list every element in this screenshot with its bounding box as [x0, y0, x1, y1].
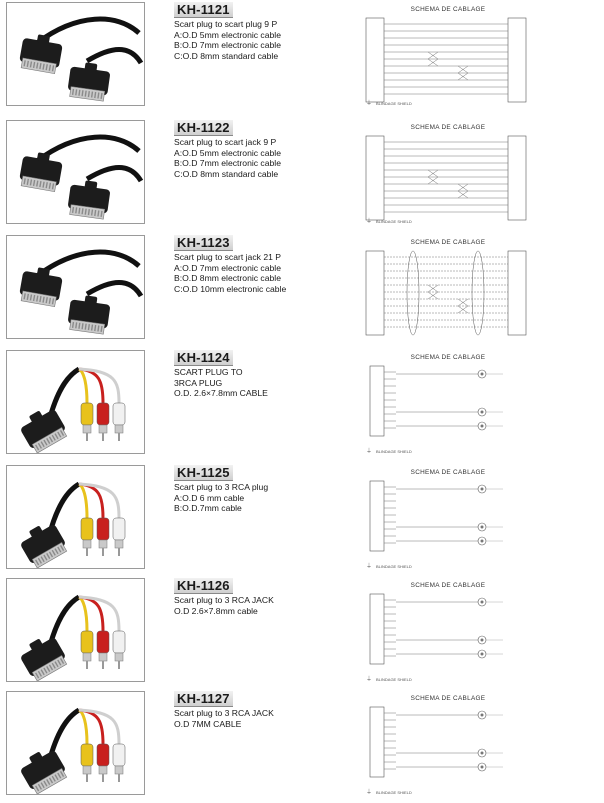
- wiring-diagram: [358, 233, 558, 343]
- diagram-title: SCHEMA DE CABLAGE: [410, 239, 486, 246]
- spec-line: A:O.D 7mm electronic cable: [174, 262, 281, 273]
- scart-pin-block-left: [366, 18, 384, 102]
- product-specs: [174, 482, 268, 514]
- diagram-title: SCHEMA DE CABLAGE: [410, 582, 486, 589]
- scart-pin-block-left: [366, 136, 384, 220]
- diagram-title: SCHEMA DE CABLAGE: [410, 469, 486, 476]
- product-code: KH-1125: [174, 465, 233, 481]
- wiring-diagram: [358, 0, 558, 110]
- scart-pin-block-right: [508, 18, 526, 102]
- product-code: KH-1123: [174, 235, 233, 251]
- diagram-note: BLINDAGE SHIELD: [376, 564, 412, 569]
- spec-line: O.D. 2.6×7.8mm CABLE: [174, 388, 268, 399]
- product-code: KH-1122: [174, 120, 233, 136]
- ground-icon: ⏚: [366, 449, 373, 455]
- rca-connector-image: [97, 744, 109, 766]
- diagram-title: SCHEMA DE CABLAGE: [410, 124, 486, 131]
- product-photo: [6, 691, 145, 795]
- diagram-title: SCHEMA DE CABLAGE: [410, 6, 486, 13]
- wiring-diagram: [358, 348, 558, 458]
- product-code: KH-1121: [174, 2, 233, 18]
- diagram-note: BLINDAGE SHIELD: [376, 790, 412, 795]
- spec-line: C:O.D 8mm standard cable: [174, 168, 279, 179]
- cable: [87, 282, 141, 296]
- cable: [87, 49, 141, 63]
- diagram-note: BLINDAGE SHIELD: [376, 219, 412, 224]
- ground-icon: ⏚: [366, 101, 373, 107]
- diagram-note: BLINDAGE SHIELD: [376, 101, 412, 106]
- spec-line: B:O.D 7mm electronic cable: [174, 40, 281, 51]
- shield-loop: [407, 251, 419, 335]
- rca-connector-image: [113, 744, 125, 766]
- scart-plug-image: [18, 265, 64, 307]
- product-specs: [174, 137, 281, 179]
- scart-plug-image: [17, 518, 70, 568]
- spec-line: C:O.D 10mm electronic cable: [174, 283, 287, 294]
- wiring-diagram: [358, 689, 558, 799]
- spec-line: B:O.D 8mm electronic cable: [174, 273, 281, 284]
- shield-loop: [472, 251, 484, 335]
- spec-line: Scart plug to 3 RCA JACK: [174, 708, 274, 718]
- rca-connector-image: [97, 631, 109, 653]
- product-photo: [6, 2, 145, 106]
- scart-pin-block-left: [370, 707, 384, 777]
- spec-line: B:O.D 7mm electronic cable: [174, 158, 281, 169]
- scart-pin-block-right: [508, 251, 526, 335]
- spec-line: A:O.D 5mm electronic cable: [174, 147, 281, 158]
- spec-line: Scart plug to 3 RCA plug: [174, 482, 269, 492]
- spec-line: Scart plug to scart plug 9 P: [174, 19, 278, 29]
- product-photo: [6, 120, 145, 224]
- cable: [37, 252, 139, 276]
- product-specs: [174, 252, 286, 294]
- product-specs: [174, 367, 268, 399]
- diagram-note: BLINDAGE SHIELD: [376, 677, 412, 682]
- rca-connector-image: [81, 631, 93, 653]
- wiring-diagram: [358, 463, 558, 573]
- product-code: KH-1127: [174, 691, 233, 707]
- product-row: [0, 689, 604, 803]
- rca-connector-image: [113, 631, 125, 653]
- scart-pin-block-left: [366, 251, 384, 335]
- product-specs: [174, 708, 274, 729]
- diagram-title: SCHEMA DE CABLAGE: [410, 354, 486, 361]
- ground-icon: ⏚: [366, 790, 373, 796]
- spec-line: A:O.D 6 mm cable: [174, 492, 245, 503]
- spec-line: Scart plug to scart jack 9 P: [174, 137, 277, 147]
- spec-line: C:O.D 8mm standard cable: [174, 50, 279, 61]
- diagram-note: BLINDAGE SHIELD: [376, 449, 412, 454]
- product-row: [0, 0, 604, 114]
- spec-line: 3RCA PLUG: [174, 377, 223, 388]
- rca-connector-image: [113, 518, 125, 540]
- scart-pin-block-right: [508, 136, 526, 220]
- product-photo: [6, 350, 145, 454]
- scart-plug-image: [67, 178, 112, 219]
- product-row: [0, 118, 604, 232]
- spec-line: A:O.D 5mm electronic cable: [174, 29, 281, 40]
- product-photo: [6, 465, 145, 569]
- product-code: KH-1124: [174, 350, 233, 366]
- ground-icon: ⏚: [366, 219, 373, 225]
- spec-line: SCART PLUG TO: [174, 367, 243, 377]
- spec-line: Scart plug to 3 RCA JACK: [174, 595, 274, 605]
- spec-line: O.D 2.6×7.8mm cable: [174, 605, 258, 616]
- wiring-diagram: [358, 576, 558, 686]
- product-photo: [6, 578, 145, 682]
- product-specs: [174, 595, 274, 616]
- spec-line: Scart plug to scart jack 21 P: [174, 252, 281, 262]
- rca-connector-image: [97, 403, 109, 425]
- diagram-title: SCHEMA DE CABLAGE: [410, 695, 486, 702]
- wiring-diagram: [358, 118, 558, 228]
- product-specs: [174, 19, 281, 61]
- rca-connector-image: [97, 518, 109, 540]
- product-photo: [6, 235, 145, 339]
- cable: [37, 137, 139, 161]
- cable: [87, 167, 141, 181]
- rca-connector-image: [81, 744, 93, 766]
- ground-icon: ⏚: [366, 564, 373, 570]
- scart-plug-image: [67, 60, 112, 101]
- rca-connector-image: [81, 403, 93, 425]
- product-row: [0, 463, 604, 577]
- scart-pin-block-left: [370, 594, 384, 664]
- scart-plug-image: [17, 631, 70, 681]
- product-row: [0, 233, 604, 347]
- spec-line: O.D 7MM CABLE: [174, 718, 242, 729]
- ground-icon: ⏚: [366, 677, 373, 683]
- rca-connector-image: [113, 403, 125, 425]
- scart-pin-block-left: [370, 366, 384, 436]
- scart-plug-image: [67, 293, 112, 334]
- product-row: [0, 348, 604, 462]
- cable: [37, 19, 139, 43]
- scart-plug-image: [17, 744, 70, 794]
- scart-plug-image: [18, 150, 64, 192]
- product-row: [0, 576, 604, 690]
- scart-plug-image: [18, 32, 64, 74]
- scart-pin-block-left: [370, 481, 384, 551]
- product-code: KH-1126: [174, 578, 233, 594]
- rca-connector-image: [81, 518, 93, 540]
- scart-plug-image: [17, 403, 70, 453]
- spec-line: B:O.D.7mm cable: [174, 503, 242, 514]
